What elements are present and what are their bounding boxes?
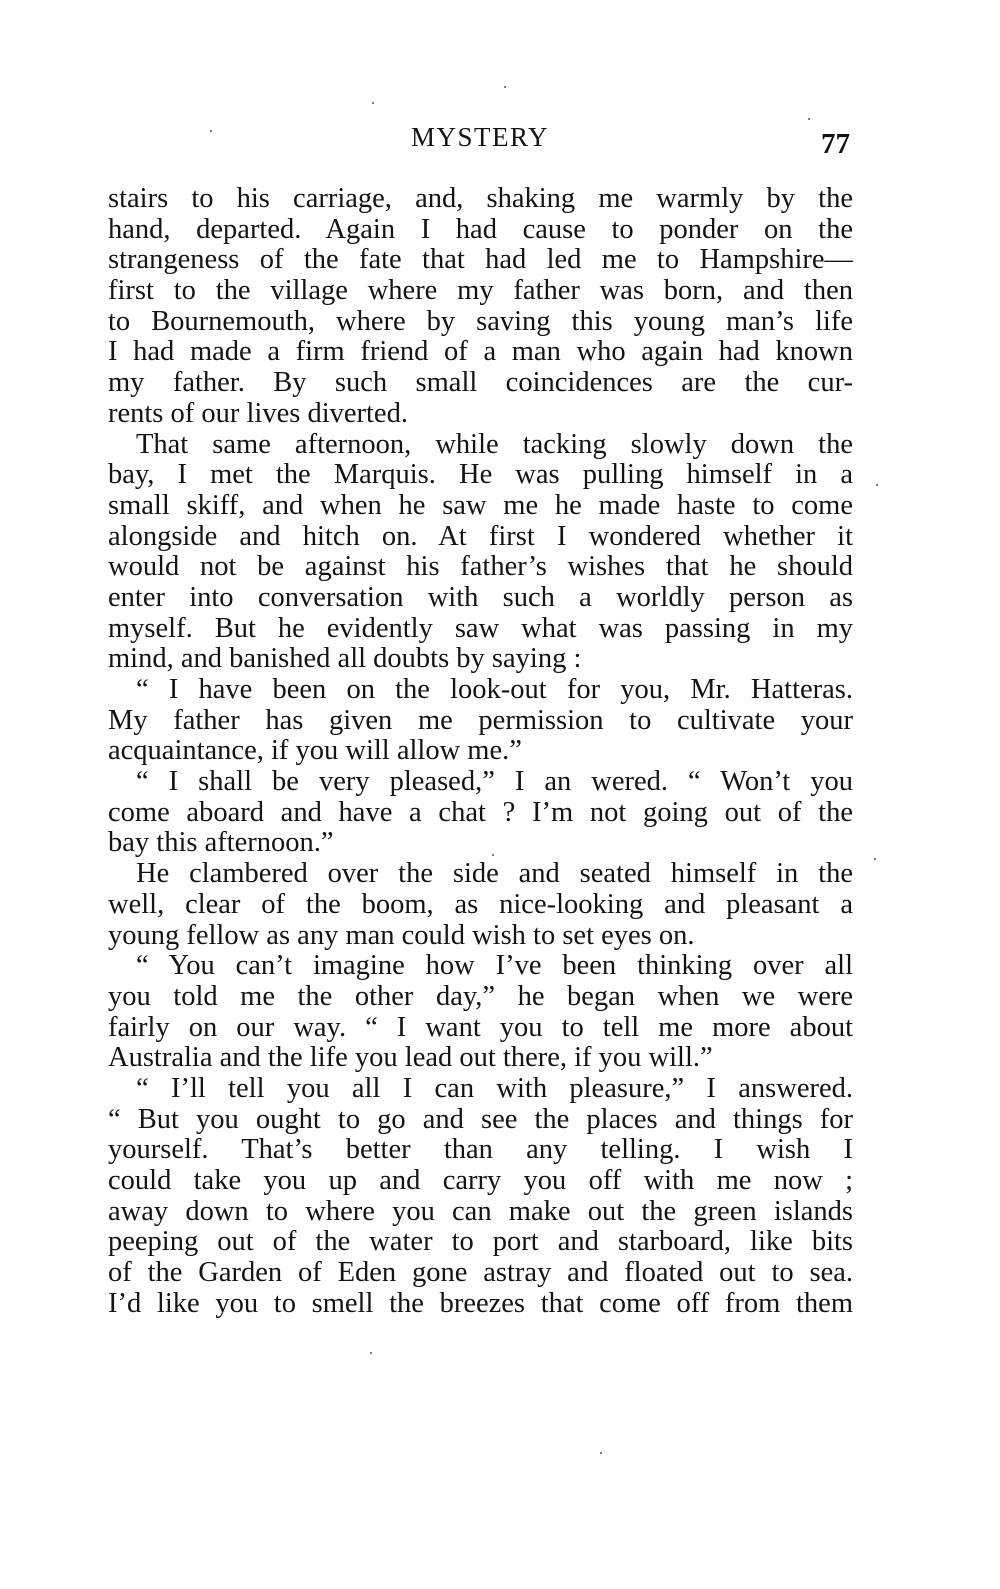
text-line: to Bournemouth, where by saving this young man’s life [108,305,853,337]
text-line: enter into conversation with such a worldly person as [108,581,853,613]
text-line: That same afternoon, while tacking slowly down the [136,428,853,460]
text-line: young fellow as any man could wish to set eyes on. [108,919,695,951]
running-title: MYSTERY [410,122,550,152]
text-line: He clambered over the side and seated himself in the [136,858,853,890]
scan-speck [492,854,494,856]
text-line: “ I have been on the look-out for you, Mr. Hatteras. [136,674,853,705]
running-head [106,122,854,162]
text-line: Australia and the life you lead out there, if you will.” [108,1042,713,1074]
text-line: fairly on our way. “ I want you to tell me more about [108,1011,853,1043]
paragraph-6 [108,951,853,1074]
text-line: “ You can’t imagine how I’ve been thinking over all [136,950,853,982]
text-line: “ But you ought to go and see the places and things for [108,1103,853,1135]
text-line: “ I shall be very pleased,” I an wered. “ Won’t you [136,766,853,798]
paragraph-2 [108,430,853,676]
text-line: alongside and hitch on. At first I wondered whether it [108,520,853,552]
scan-speck [504,86,506,88]
text-line: hand, departed. Again I had cause to ponder on the [108,213,853,245]
text-line: myself. But he evidently saw what was passing in my [108,612,853,644]
scan-speck [372,102,374,104]
scan-speck [876,484,878,486]
text-line: would not be against his father’s wishes that he should [108,551,853,583]
text-line: bay this afternoon.” [108,827,334,859]
text-line: you told me the other day,” he began when we were [108,980,853,1012]
paragraph-7 [108,1074,853,1320]
text-line: acquaintance, if you will allow me.” [108,735,522,767]
text-line: could take you up and carry you off with me now ; [108,1165,853,1196]
text-line: small skiff, and when he saw me he made haste to come [108,489,853,521]
text-line: strangeness of the fate that had led me to Hampshire— [108,244,853,276]
scan-speck [370,1352,372,1354]
paragraph-1 [108,184,853,430]
text-line: stairs to his carriage, and, shaking me warmly by the [108,183,853,214]
text-line: My father has given me permission to cultivate your [108,704,853,736]
text-line: I’d like you to smell the breezes that come off from them [108,1287,853,1319]
body-text [108,184,853,1319]
scan-speck [808,118,810,120]
text-line: peeping out of the water to port and starboard, like bits [108,1226,853,1258]
paragraph-5 [108,859,853,951]
page-number: 77 [821,128,850,160]
text-line: I had made a firm friend of a man who again had known [108,336,853,368]
paragraph-4 [108,767,853,859]
text-line: come aboard and have a chat ? I’m not going out of the [108,796,853,828]
text-line: mind, and banished all doubts by saying : [108,643,582,675]
text-line: “ I’ll tell you all I can with pleasure,” I answered. [136,1072,853,1104]
text-line: first to the village where my father was born, and then [108,275,853,307]
scan-speck [874,858,876,860]
text-line: away down to where you can make out the green islands [108,1195,853,1227]
scan-speck [210,130,212,132]
text-line: yourself. That’s better than any telling. I wish I [108,1134,853,1166]
paragraph-3 [108,675,853,767]
text-line: bay, I met the Marquis. He was pulling himself in a [108,459,853,491]
scan-speck [600,1452,602,1454]
text-line: my father. By such small coincidences are the cur- [108,367,853,399]
text-line: well, clear of the boom, as nice-looking and pleasant a [108,888,853,920]
text-line: rents of our lives diverted. [108,397,408,429]
text-line: of the Garden of Eden gone astray and floated out to sea. [108,1257,853,1289]
